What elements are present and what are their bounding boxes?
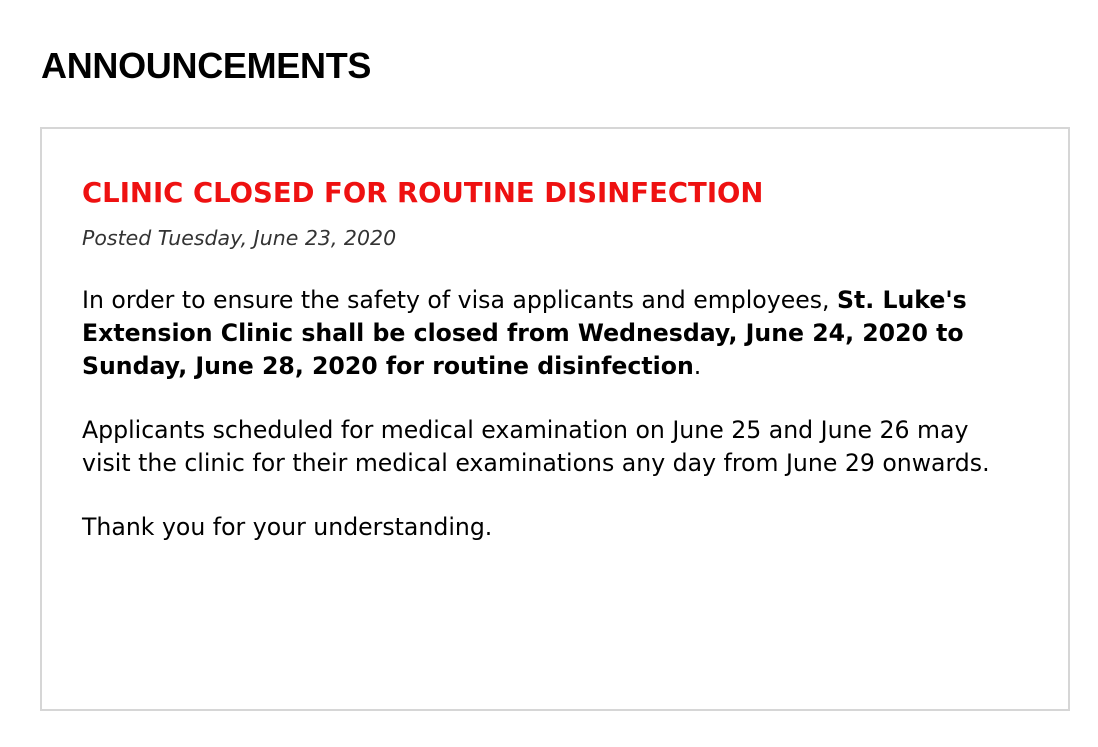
paragraph-1-lead: In order to ensure the safety of visa applicants and employees, <box>82 286 838 314</box>
announcement-paragraph-2: Applicants scheduled for medical examination on June 25 and June 26 may visit the clinic for their medical examinations any day from June 29 onwards. <box>82 416 990 477</box>
announcement-title: CLINIC CLOSED FOR ROUTINE DISINFECTION <box>82 177 764 209</box>
announcement-paragraph-1 <box>82 284 1017 383</box>
announcement-content <box>82 175 1017 544</box>
paragraph-1-tail: . <box>693 352 702 380</box>
posted-date: Posted Tuesday, June 23, 2020 <box>82 226 397 250</box>
paragraph-1-bold: St. Luke's Extension Clinic shall be closed from Wednesday, June 24, 2020 to Sunday, June 28, 2020 for routine disinfection <box>82 286 967 380</box>
announcement-card <box>40 127 1070 711</box>
page-title: ANNOUNCEMENTS <box>41 45 372 86</box>
announcement-paragraph-3: Thank you for your understanding. <box>82 513 493 541</box>
